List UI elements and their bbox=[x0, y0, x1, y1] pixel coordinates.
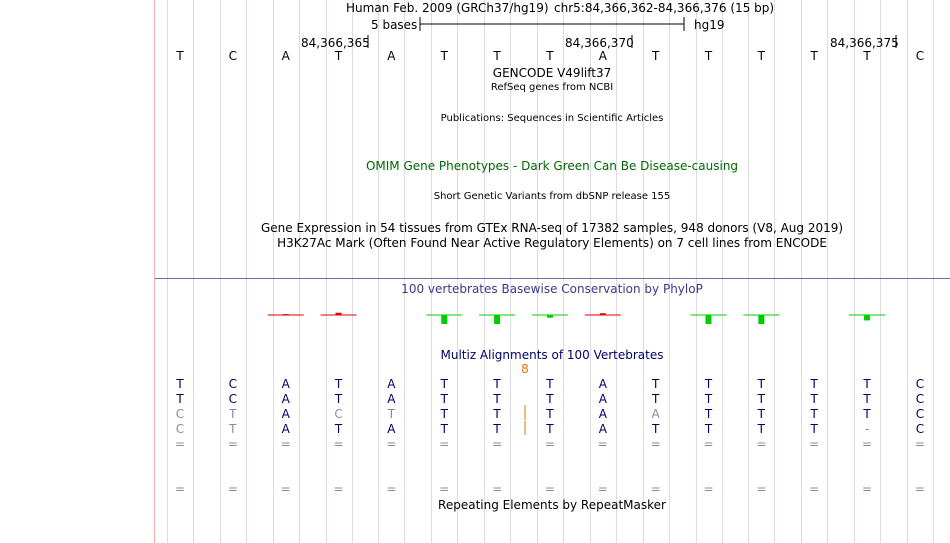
alignment-base: T bbox=[493, 422, 501, 436]
reference-base: T bbox=[176, 49, 184, 63]
alignment-base: = bbox=[597, 437, 608, 451]
alignment-base: T bbox=[704, 377, 713, 391]
alignment-base: C bbox=[175, 422, 185, 436]
cons-bar bbox=[494, 315, 500, 324]
alignment-base: = bbox=[333, 482, 344, 496]
alignment-base: T bbox=[757, 377, 766, 391]
alignment-base: A bbox=[598, 422, 607, 436]
reference-base: T bbox=[810, 49, 818, 63]
gridline bbox=[801, 0, 802, 543]
scale-text: 5 bases bbox=[371, 18, 418, 32]
alignment-base: T bbox=[546, 392, 554, 406]
gridline bbox=[273, 0, 274, 543]
alignment-base: = bbox=[756, 482, 767, 496]
gridline bbox=[246, 0, 247, 543]
reference-base: A bbox=[387, 49, 396, 63]
cons-bar bbox=[336, 313, 342, 315]
alignment-base: A bbox=[598, 392, 607, 406]
alignment-base: = bbox=[597, 482, 608, 496]
alignment-base: T bbox=[334, 377, 343, 391]
alignment-base: = bbox=[703, 482, 714, 496]
alignment-base: = bbox=[439, 482, 450, 496]
alignment-base: T bbox=[334, 422, 343, 436]
gridline bbox=[457, 0, 458, 543]
gridline bbox=[669, 0, 670, 543]
alignment-base: = bbox=[809, 437, 820, 451]
gtex-track-title[interactable]: Gene Expression in 54 tissues from GTEx RNA-seq of 17382 samples, 948 donors (V8, Aug 2019) bbox=[260, 221, 844, 235]
h3k27ac-track-title[interactable]: H3K27Ac Mark (Often Found Near Active Regulatory Elements) on 7 cell lines from ENCODE bbox=[277, 236, 827, 250]
omim-track-title[interactable]: OMIM Gene Phenotypes - Dark Green Can Be Disease-causing bbox=[365, 159, 739, 173]
alignment-base: = bbox=[174, 482, 186, 496]
alignment-base: A bbox=[387, 392, 396, 406]
gridline bbox=[907, 0, 908, 543]
gridline bbox=[404, 0, 405, 543]
alignment-base: = bbox=[439, 437, 450, 451]
alignment-base: T bbox=[757, 422, 766, 436]
refseq-track-title[interactable]: RefSeq genes from NCBI bbox=[490, 82, 614, 93]
alignment-base: A bbox=[598, 407, 607, 421]
alignment-base: A bbox=[387, 422, 396, 436]
alignment-base: = bbox=[862, 437, 873, 451]
cons-track-title[interactable]: 100 vertebrates Basewise Conservation by PhyloP bbox=[401, 282, 703, 296]
alignment-base: A bbox=[281, 422, 290, 436]
multiz-track-title[interactable]: Multiz Alignments of 100 Vertebrates bbox=[440, 348, 664, 362]
alignment-base: = bbox=[386, 482, 397, 496]
alignment-base: T bbox=[176, 377, 184, 391]
alignment-base: T bbox=[810, 407, 818, 421]
alignment-base: = bbox=[333, 437, 344, 451]
assembly-text: Human Feb. 2009 (GRCh37/hg19) bbox=[346, 1, 549, 15]
cons-bar bbox=[600, 313, 606, 315]
gridline bbox=[854, 0, 855, 543]
alignment-base: T bbox=[810, 377, 818, 391]
alignment-base: A bbox=[281, 377, 290, 391]
reference-base: T bbox=[863, 49, 871, 63]
gridline bbox=[167, 0, 168, 543]
alignment-base: = bbox=[492, 482, 503, 496]
alignment-base: T bbox=[440, 392, 448, 406]
coord-label-2: 84,366,370 bbox=[565, 36, 634, 50]
alignment-base: = bbox=[174, 437, 186, 451]
alignment-base: T bbox=[810, 392, 818, 406]
gridline bbox=[696, 0, 697, 543]
alignment-base: = bbox=[386, 437, 397, 451]
alignment-base: = bbox=[703, 437, 714, 451]
track-group-separator bbox=[155, 278, 950, 279]
alignment-base: = bbox=[809, 482, 820, 496]
gridline bbox=[378, 0, 379, 543]
alignment-base: = bbox=[492, 437, 503, 451]
cons-bar bbox=[758, 315, 764, 324]
alignment-base: T bbox=[704, 407, 713, 421]
alignment-base: = bbox=[227, 482, 238, 496]
alignment-base: T bbox=[546, 422, 554, 436]
alignment-base: T bbox=[704, 392, 713, 406]
reference-base: C bbox=[915, 49, 925, 63]
alignment-base: T bbox=[651, 392, 660, 406]
gap-count: 8 bbox=[521, 362, 529, 376]
alignment-base: T bbox=[176, 392, 184, 406]
reference-base: T bbox=[757, 49, 766, 63]
alignment-base: C bbox=[228, 377, 238, 391]
gridline bbox=[326, 0, 327, 543]
coord-label-1: 84,366,365 bbox=[301, 36, 370, 50]
reference-base: T bbox=[493, 49, 501, 63]
alignment-base: = bbox=[756, 437, 767, 451]
reference-base: T bbox=[440, 49, 448, 63]
reference-base: T bbox=[546, 49, 554, 63]
alignment-base: T bbox=[863, 392, 871, 406]
cons-bar bbox=[864, 315, 870, 320]
alignment-base: T bbox=[493, 377, 501, 391]
gridline bbox=[431, 0, 432, 543]
alignment-base: T bbox=[546, 377, 554, 391]
reference-base: C bbox=[228, 49, 238, 63]
gridline bbox=[299, 0, 300, 543]
alignment-base: C bbox=[915, 407, 925, 421]
gridline bbox=[220, 0, 221, 543]
alignment-base: T bbox=[757, 392, 766, 406]
alignment-base: T bbox=[863, 407, 871, 421]
alignment-base: T bbox=[334, 392, 343, 406]
alignment-base: T bbox=[493, 392, 501, 406]
cons-bar bbox=[441, 315, 447, 324]
alignment-base: = bbox=[544, 482, 555, 496]
alignment-base: = bbox=[650, 482, 661, 496]
alignment-base: A bbox=[387, 377, 396, 391]
track-label-column bbox=[0, 0, 155, 543]
alignment-base: T bbox=[651, 377, 660, 391]
alignment-base: A bbox=[281, 392, 290, 406]
gridline bbox=[748, 0, 749, 543]
alignment-base: C bbox=[915, 392, 925, 406]
alignment-base: A bbox=[598, 377, 607, 391]
dbsnp-track-title[interactable]: Short Genetic Variants from dbSNP release 155 bbox=[433, 191, 671, 202]
gridline bbox=[193, 0, 194, 543]
alignment-base: C bbox=[175, 407, 185, 421]
alignment-base: T bbox=[810, 422, 818, 436]
alignment-base: T bbox=[440, 407, 448, 421]
coord-label-3: 84,366,375 bbox=[830, 36, 899, 50]
alignment-base: T bbox=[704, 422, 713, 436]
cons-bar bbox=[283, 314, 289, 315]
alignment-base: T bbox=[229, 422, 237, 436]
gridline bbox=[352, 0, 353, 543]
alignment-base: A bbox=[281, 407, 290, 421]
alignment-base: T bbox=[440, 377, 448, 391]
gridline bbox=[933, 0, 934, 543]
gridline bbox=[722, 0, 723, 543]
alignment-base: = bbox=[280, 437, 291, 451]
gridline bbox=[880, 0, 881, 543]
alignment-base: C bbox=[915, 377, 925, 391]
publications-track-title[interactable]: Publications: Sequences in Scientific Articles bbox=[440, 113, 664, 124]
alignment-base: T bbox=[651, 422, 660, 436]
alignment-base: T bbox=[440, 422, 448, 436]
db-text: hg19 bbox=[694, 18, 725, 32]
position-text: chr5:84,366,362-84,366,376 (15 bp) bbox=[554, 1, 775, 15]
alignment-base: = bbox=[862, 482, 873, 496]
alignment-base: T bbox=[546, 407, 554, 421]
gridline bbox=[827, 0, 828, 543]
reference-base: T bbox=[334, 49, 343, 63]
alignment-base: - bbox=[864, 422, 870, 436]
alignment-base: = bbox=[650, 437, 661, 451]
alignment-base: A bbox=[651, 407, 660, 421]
alignment-base: T bbox=[493, 407, 501, 421]
alignment-base: C bbox=[915, 422, 925, 436]
alignment-base: = bbox=[227, 437, 238, 451]
reference-base: T bbox=[651, 49, 660, 63]
reference-base: T bbox=[704, 49, 713, 63]
alignment-base: = bbox=[914, 482, 925, 496]
track-area[interactable] bbox=[155, 0, 950, 543]
alignment-base: T bbox=[387, 407, 396, 421]
alignment-base: T bbox=[229, 407, 237, 421]
reference-base: A bbox=[598, 49, 607, 63]
alignment-base: = bbox=[914, 437, 925, 451]
cons-bar bbox=[547, 315, 553, 318]
gridline bbox=[484, 0, 485, 543]
alignment-base: C bbox=[334, 407, 343, 421]
conservation-plot bbox=[155, 280, 950, 340]
alignment-base: C bbox=[228, 392, 238, 406]
gridline bbox=[616, 0, 617, 543]
reference-base: A bbox=[281, 49, 290, 63]
alignment-base: T bbox=[757, 407, 766, 421]
cons-bar bbox=[706, 315, 712, 324]
gridline bbox=[774, 0, 775, 543]
gridline bbox=[643, 0, 644, 543]
gencode-track-title[interactable]: GENCODE V49lift37 bbox=[492, 66, 612, 80]
repeatmasker-track-title[interactable]: Repeating Elements by RepeatMasker bbox=[438, 498, 666, 512]
alignment-base: T bbox=[863, 377, 871, 391]
alignment-base: = bbox=[544, 437, 555, 451]
alignment-base: = bbox=[280, 482, 291, 496]
